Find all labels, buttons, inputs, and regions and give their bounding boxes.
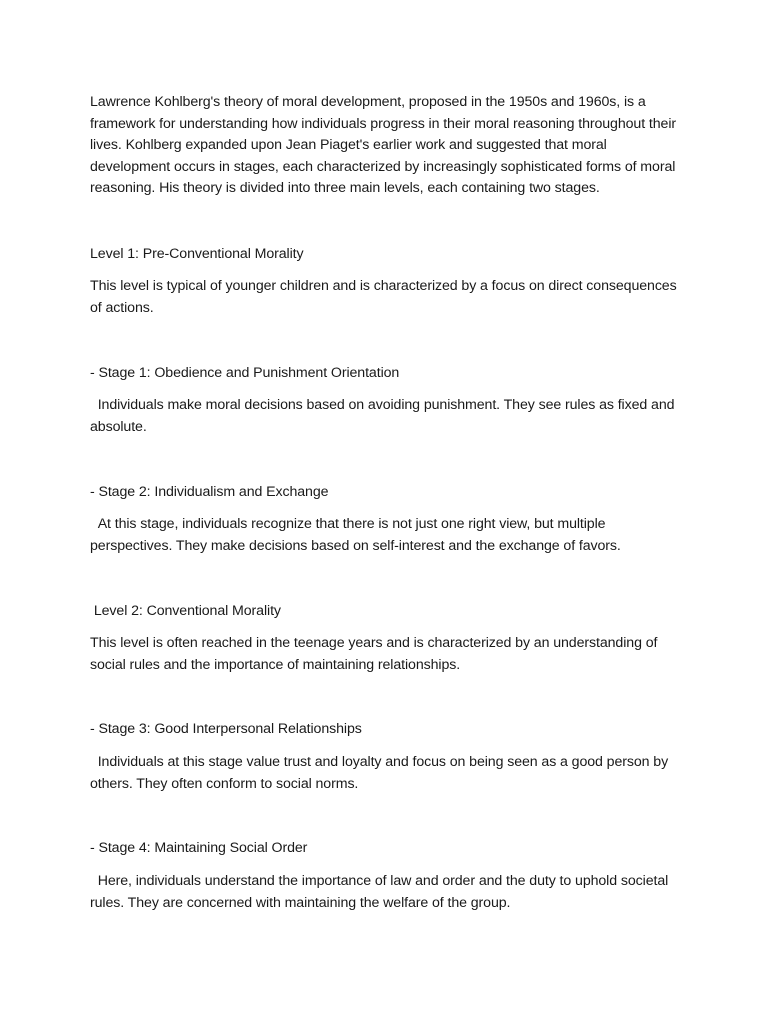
stage-1-body: Individuals make moral decisions based on avoiding punishment. They see rules as fixed and absolute. (90, 397, 679, 435)
level-2-description: This level is often reached in the teenage years and is characterized by an understanding of social rules and the importance of maintaining relationships. (90, 635, 662, 673)
stage-4-body: Here, individuals understand the importance of law and order and the duty to uphold societal rules. They are concerned with maintaining the welfare of the group. (90, 873, 673, 911)
stage-1-heading: - Stage 1: Obedience and Punishment Orientation (90, 365, 400, 381)
level-1-heading: Level 1: Pre-Conventional Morality (90, 246, 304, 262)
level-2-heading: Level 2: Conventional Morality (90, 603, 281, 619)
stage-3-heading: - Stage 3: Good Interpersonal Relationships (90, 721, 362, 737)
stage-3-body: Individuals at this stage value trust and loyalty and focus on being seen as a good person by others. They often conform to social norms. (90, 754, 672, 792)
intro-paragraph: Lawrence Kohlberg's theory of moral development, proposed in the 1950s and 1960s, is a framework for understanding how individuals progress in their moral reasoning throughout their lives. Kohlberg expanded upon Jean Piaget's earlier work and suggested that moral development occurs in stages, each characterized by increasingly sophisticated forms of moral reasoning. His theory is divided into three main levels, each containing two stages. (90, 94, 680, 197)
stage-2-body: At this stage, individuals recognize that there is not just one right view, but multiple perspectives. They make decisions based on self-interest and the exchange of favors. (90, 516, 621, 554)
level-1-description: This level is typical of younger children and is characterized by a focus on direct consequences of actions. (90, 278, 681, 316)
stage-2-heading: - Stage 2: Individualism and Exchange (90, 484, 329, 500)
stage-4-heading: - Stage 4: Maintaining Social Order (90, 840, 308, 856)
